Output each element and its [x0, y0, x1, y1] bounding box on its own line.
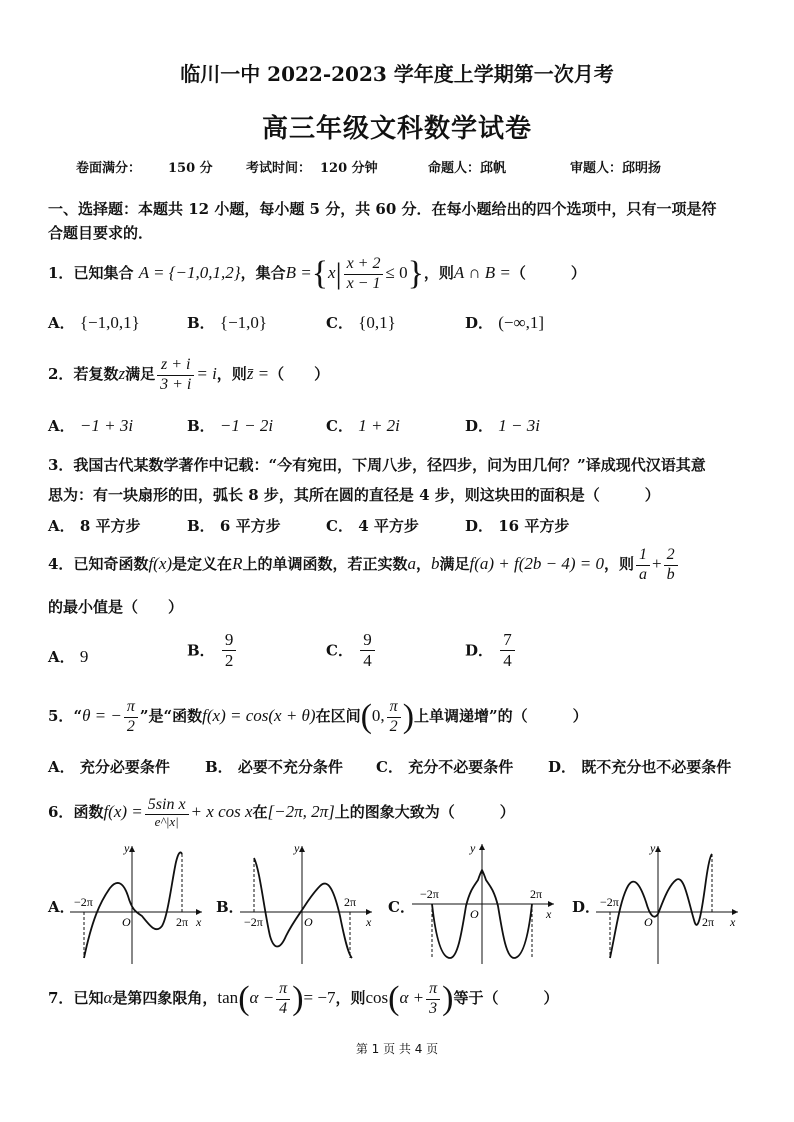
curve	[254, 858, 352, 958]
q4-fx: f(x)	[148, 554, 173, 573]
q7-number: 7．	[48, 989, 74, 1007]
q7-cos-left: α +	[399, 988, 425, 1007]
x-label: x	[196, 915, 202, 929]
q7-text-d: 等于（ ）	[453, 989, 559, 1007]
q6-graph-b	[240, 840, 375, 965]
q6-text-c: 上的图象大致为（ ）	[334, 803, 515, 821]
q1-option-b: B． {−1,0}	[187, 313, 268, 332]
q2-paren: （ ）	[269, 365, 330, 383]
q5-text-c: 上单调递增”的（ ）	[414, 707, 588, 725]
q1-right-brace: }	[407, 255, 424, 292]
page-footer: 第 1 页 共 4 页	[355, 1042, 439, 1056]
y-label: y	[650, 841, 656, 855]
curve	[84, 852, 182, 958]
q7-cos-frac: $\frac{\pi}{3}$	[426, 980, 440, 1018]
q2-option-d: D． 1 − 3i	[465, 416, 540, 435]
question-2	[48, 352, 329, 396]
q4-text-d: 满足	[439, 555, 470, 573]
q3-option-a: A． 8 平方步	[48, 517, 141, 535]
q7-cos-lparen: (	[388, 980, 400, 1017]
section-intro-line2: 合题目要求的．	[48, 224, 154, 242]
q4-frac-2-over-b: $\frac{2}{b}$	[664, 546, 678, 584]
q6-graph-label-a: A．	[48, 898, 75, 916]
q4-text-a: 已知奇函数	[73, 555, 149, 573]
q5-theta: θ = −	[82, 706, 122, 725]
q6-graph-d	[596, 840, 741, 965]
q7-tan: tan	[217, 988, 239, 1007]
pos-2pi-tick: 2π	[530, 887, 543, 901]
q1-number: 1．	[48, 264, 74, 282]
q1-text-b: ，集合	[240, 264, 286, 282]
pos-2pi-tick: 2π	[344, 895, 357, 909]
q7-tan-left: α −	[249, 988, 275, 1007]
q2-option-a: A． −1 + 3i	[48, 416, 134, 435]
q7-cos: cos	[365, 988, 389, 1007]
q5-interval-frac: $\frac{\pi}{2}$	[387, 698, 401, 736]
q7-tan-frac: $\frac{\pi}{4}$	[276, 980, 290, 1018]
q4-option-b: B． $\frac{9}{2}$	[187, 630, 238, 670]
curve	[610, 854, 715, 958]
q3-option-b: B． 6 平方步	[187, 517, 281, 535]
q6-graph-label-d: D．	[572, 898, 601, 916]
q6-fx: f(x) =	[103, 802, 143, 821]
question-1	[48, 253, 586, 294]
paper-title: 高三年级文科数学试卷	[261, 114, 532, 144]
q4-option-d: D． $\frac{7}{4}$	[465, 630, 517, 670]
x-label: x	[546, 907, 552, 921]
q4-line2: 的最小值是（ ）	[48, 598, 184, 616]
q5-option-c: C． 充分不必要条件	[376, 758, 514, 776]
question-7	[48, 976, 558, 1021]
pos-2pi-tick: 2π	[176, 915, 189, 929]
q1-paren: （ ）	[510, 264, 586, 282]
q2-option-c: C． 1 + 2i	[326, 416, 400, 435]
q2-text-c: ，则	[216, 365, 247, 383]
q2-fraction: $\frac{z + i}{3 + i}$	[157, 356, 194, 394]
y-axis-arrow	[479, 844, 485, 850]
origin-label: O	[304, 915, 313, 929]
q4-R: R	[232, 554, 243, 573]
y-axis-arrow	[299, 846, 305, 852]
q4-comma: ，	[415, 555, 431, 573]
q4-option-c: C． $\frac{9}{4}$	[326, 630, 377, 670]
q2-option-b: B． −1 − 2i	[187, 416, 274, 435]
q4-b: b	[430, 554, 440, 573]
q5-option-d: D． 既不充分也不必要条件	[548, 758, 732, 776]
origin-label: O	[470, 907, 479, 921]
q1-set-b-suffix: ≤ 0	[385, 263, 408, 282]
q7-tan-rparen: )	[292, 980, 304, 1017]
q7-alpha: α	[103, 988, 113, 1007]
pos-2pi-tick: 2π	[702, 915, 715, 929]
q5-left-paren: (	[360, 698, 372, 735]
q3-line1: 3．我国古代某数学著作中记载：“今有宛田，下周八步，径四步，问为田几何？”译成现代汉语其意	[48, 456, 706, 474]
q1-fraction: $\frac{x + 2}{x - 1}$	[344, 255, 384, 293]
q1-bar: |	[335, 257, 342, 290]
q4-condition: f(a) + f(2b − 4) = 0	[469, 554, 605, 573]
q4-plus: +	[652, 554, 662, 573]
q6-interval: [−2π, 2π]	[267, 802, 335, 821]
q4-text-b: 是定义在	[172, 555, 233, 573]
q6-text-a: 函数	[73, 803, 104, 821]
q7-text-b: 是第四象限角，	[112, 989, 218, 1007]
q3-option-c: C． 4 平方步	[326, 517, 419, 535]
neg-2pi-tick: −2π	[244, 915, 263, 929]
q4-frac-1-over-a: $\frac{1}{a}$	[636, 546, 650, 584]
question-5	[48, 694, 588, 739]
q7-text-c: ，则	[335, 989, 366, 1007]
neg-2pi-tick: −2π	[600, 895, 619, 909]
q3-option-d: D． 16 平方步	[465, 517, 570, 535]
q1-expression: A ∩ B =	[453, 263, 511, 282]
q1-set-b-prefix: B =	[285, 263, 312, 282]
q6-text-b: 在	[252, 803, 268, 821]
x-label: x	[730, 915, 736, 929]
q5-function: f(x) = cos(x + θ)	[202, 706, 316, 725]
q5-option-a: A． 充分必要条件	[48, 758, 170, 776]
reviewer-label: 审题人：邱明扬	[570, 161, 662, 176]
q5-open-quote: “	[73, 707, 83, 725]
school-exam-title: 临川一中 2022-2023 学年度上学期第一次月考	[180, 62, 614, 86]
y-label: y	[470, 841, 476, 855]
q6-graph-c	[412, 840, 557, 965]
x-label: x	[366, 915, 372, 929]
section-intro-line1: 一、选择题：本题共 12 小题，每小题 5 分，共 60 分．在每小题给出的四个选项中，只有一项是符	[48, 200, 717, 218]
q6-graph-a	[70, 840, 205, 965]
q1-left-brace: {	[311, 255, 329, 292]
q2-var-z: z	[118, 364, 126, 383]
time-value: 120 分钟	[320, 161, 378, 176]
q7-tan-right: = −7	[303, 988, 336, 1007]
origin-label: O	[122, 915, 131, 929]
origin-label: O	[644, 915, 653, 929]
q1-set-b-var: x	[328, 263, 336, 282]
full-score-label: 卷面满分：	[76, 161, 142, 176]
y-label: y	[294, 841, 300, 855]
q7-cos-rparen: )	[442, 980, 454, 1017]
q4-option-a: A． 9	[48, 647, 89, 666]
question-6	[48, 790, 515, 834]
y-axis-arrow	[655, 846, 661, 852]
q5-right-paren: )	[402, 698, 415, 735]
y-axis-arrow	[129, 846, 135, 852]
q1-text-c: ，则	[423, 264, 454, 282]
q5-text-b: 在区间	[315, 707, 361, 725]
q5-number: 5．	[48, 707, 74, 725]
q1-option-a: A． {−1,0,1}	[48, 313, 140, 332]
q4-text-c: 上的单调函数，若正实数	[242, 555, 408, 573]
q5-option-b: B． 必要不充分条件	[205, 758, 343, 776]
q1-set-a: A = {−1,0,1,2}	[138, 263, 241, 282]
q1-option-d: D． (−∞,1]	[465, 313, 545, 332]
y-label: y	[124, 841, 130, 855]
q4-a: a	[407, 554, 416, 573]
q2-text-a: 若复数	[73, 365, 119, 383]
q6-number: 6．	[48, 803, 74, 821]
q5-text-a: ”是“函数	[139, 707, 203, 725]
q3-line2: 思为：有一块扇形的田，弧长 8 步，其所在圆的直径是 4 步，则这块田的面积是（ ）	[48, 486, 660, 504]
full-score-value: 150 分	[168, 161, 213, 176]
q5-interval-left: 0,	[371, 706, 385, 725]
q2-number: 2．	[48, 365, 74, 383]
q1-option-c: C． {0,1}	[326, 313, 396, 332]
q6-graph-label-b: B．	[216, 898, 244, 916]
q2-conjugate: z̄ =	[246, 364, 270, 383]
q6-rest: + x cos x	[190, 802, 253, 821]
q4-number: 4．	[48, 555, 74, 573]
q1-text-a: 已知集合	[73, 264, 134, 282]
q2-text-b: 满足	[125, 365, 156, 383]
q7-text-a: 已知	[73, 989, 104, 1007]
q5-pi-over-2: $\frac{\pi}{2}$	[124, 698, 138, 736]
q6-fraction: $\frac{\text{5sin x}}{e\^{}|x|}$	[145, 796, 189, 830]
author-label: 命题人：邱帆	[428, 161, 507, 176]
neg-2pi-tick: −2π	[420, 887, 439, 901]
q7-tan-lparen: (	[238, 980, 250, 1017]
time-label: 考试时间：	[246, 161, 312, 176]
q4-text-e: ，则	[604, 555, 635, 573]
q2-equals-i: = i	[196, 364, 217, 383]
question-4	[48, 542, 680, 586]
q6-graph-label-c: C．	[388, 898, 415, 916]
neg-2pi-tick: −2π	[74, 895, 93, 909]
